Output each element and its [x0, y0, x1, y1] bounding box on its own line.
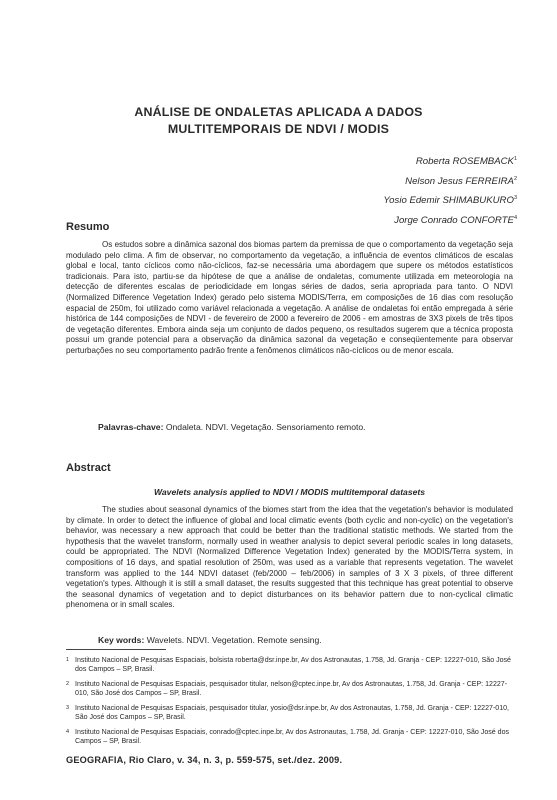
keywords-label: Key words: [98, 635, 145, 645]
keywords-text: Wavelets. NDVI. Vegetation. Remote sensing. [146, 635, 322, 645]
journal-footer: GEOGRAFIA, Rio Claro, v. 34, n. 3, p. 559-575, set./dez. 2009. [66, 755, 343, 765]
author-list [383, 151, 517, 230]
footnote: 2 Instituto Nacional de Pesquisas Espaciais, pesquisador titular, nelson@cptec.inpe.br, Av dos Astronautas, 1.758, Jd. Granja - CEP: 12227-010, São José dos Campos – SP, Brasil. [66, 681, 508, 698]
author: Yosio Edemir SHIMABUKURO$^3$ [383, 195, 517, 207]
abstract-keywords [98, 635, 322, 645]
footnote-divider [66, 649, 166, 650]
footnote: 3 Instituto Nacional de Pesquisas Espaciais, pesquisador titular, yosio@dsr.inpe.br, Av dos Astronautas, 1.758, Jd. Granja - CEP: 12227-010, São José dos Campos – SP, Brasil. [66, 705, 510, 722]
author: Nelson Jesus FERREIRA$^2$ [405, 175, 517, 187]
title-line-2: MULTITEMPORAIS DE NDVI / MODIS [167, 122, 390, 136]
footnote: 4 Instituto Nacional de Pesquisas Espaciais, conrado@cptec.inpe.br, Av dos Astronautas, 1.758, Jd. Granja - CEP: 12227-010, São José dos Campos – SP, Brasil. [66, 729, 510, 746]
title-line-1: ANÁLISE DE ONDALETAS APLICADA A DADOS [134, 105, 423, 119]
author: Jorge Conrado CONFORTE$^4$ [394, 215, 517, 227]
keywords-label: Palavras-chave: [98, 422, 164, 432]
abstract-body: The studies about seasonal dynamics of the biomes start from the idea that the vegetation's behavior is modulated by climate. In order to detect the influence of global and local climatic events (both cyclic and non-cyclic) on the vegetation's behavior, was necessary a new approach that could be better than the traditional statistic methods. We started from the hypothesis that the wavelet transform, normally used in weather analysis to depict several periodic scales in long datasets, could be appropriated. The NDVI (Normalized Difference Vegetation Index) generated by the MODIS/Terra system, in compositions of 16 days, and spatial resolution of 250m, was used as a variable that represents vegetation. The wavelet transform was applied to the 144 NDVI dataset (feb/2000 – feb/2006) in samples of 3 X 3 pixels, of three different vegetation's types. Although it is still a small dataset, the results suggested that this technique has great potential to observe the seasonal dynamics of vegetation and to depict disturbances on its behavior pattern due to non-cyclical climatic phenomena or in small scales. [66, 505, 513, 610]
abstract-heading: Abstract [66, 462, 111, 474]
abstract-subtitle: Wavelets analysis applied to NDVI / MODIS multitemporal datasets [153, 487, 426, 497]
resumo-heading: Resumo [66, 221, 110, 233]
author: Roberta ROSEMBACK$^1$ [415, 156, 517, 168]
footnote: 1 Instituto Nacional de Pesquisas Espaciais, bolsista roberta@dsr.inpe.br, Av dos Astronautas, 1.758, Jd. Granja - CEP: 12227-010, São José dos Campos – SP, Brasil. [66, 657, 511, 674]
resumo-keywords [98, 422, 366, 432]
keywords-text: Ondaleta. NDVI. Vegetação. Sensoriamento remoto. [165, 422, 366, 432]
resumo-body: Os estudos sobre a dinâmica sazonal dos biomas partem da premissa de que o comportamento da vegetação seja modulado pelo clima. A fim de observar, no comportamento da vegetação, a influência de eventos climáticos de escalas global e local, tanto cíclicos como não-cíclicos, faz-se necessária uma abordagem que supere os métodos estatísticos tradicionais. Para isto, partiu-se da hipótese de que a análise de ondaletas, comumente utilizada em meteorologia na detecção de diferentes escalas de periodicidade em longas séries de dados, seria apropriada para tanto. O NDVI (Normalized Difference Vegetation Index) gerado pelo sistema MODIS/Terra, em composições de 16 dias com resolução espacial de 250m, foi utilizado como variável relacionada a vegetação. A análise de ondaletas foi então empregada à série histórica de 144 composições de NDVI - de fevereiro de 2000 a fevereiro de 2006 - em amostras de 3X3 pixels de três tipos de vegetação diferentes. Embora ainda seja um conjunto de dados pequeno, os resultados sugerem que a técnica proposta possui um grande potencial para a observação da dinâmica sazonal da vegetação e conseqüentemente para observar perturbações no seu comportamento padrão frente a fenômenos climáticos não-cíclicos ou de menor escala. [66, 240, 513, 355]
paper-title [60, 104, 497, 138]
